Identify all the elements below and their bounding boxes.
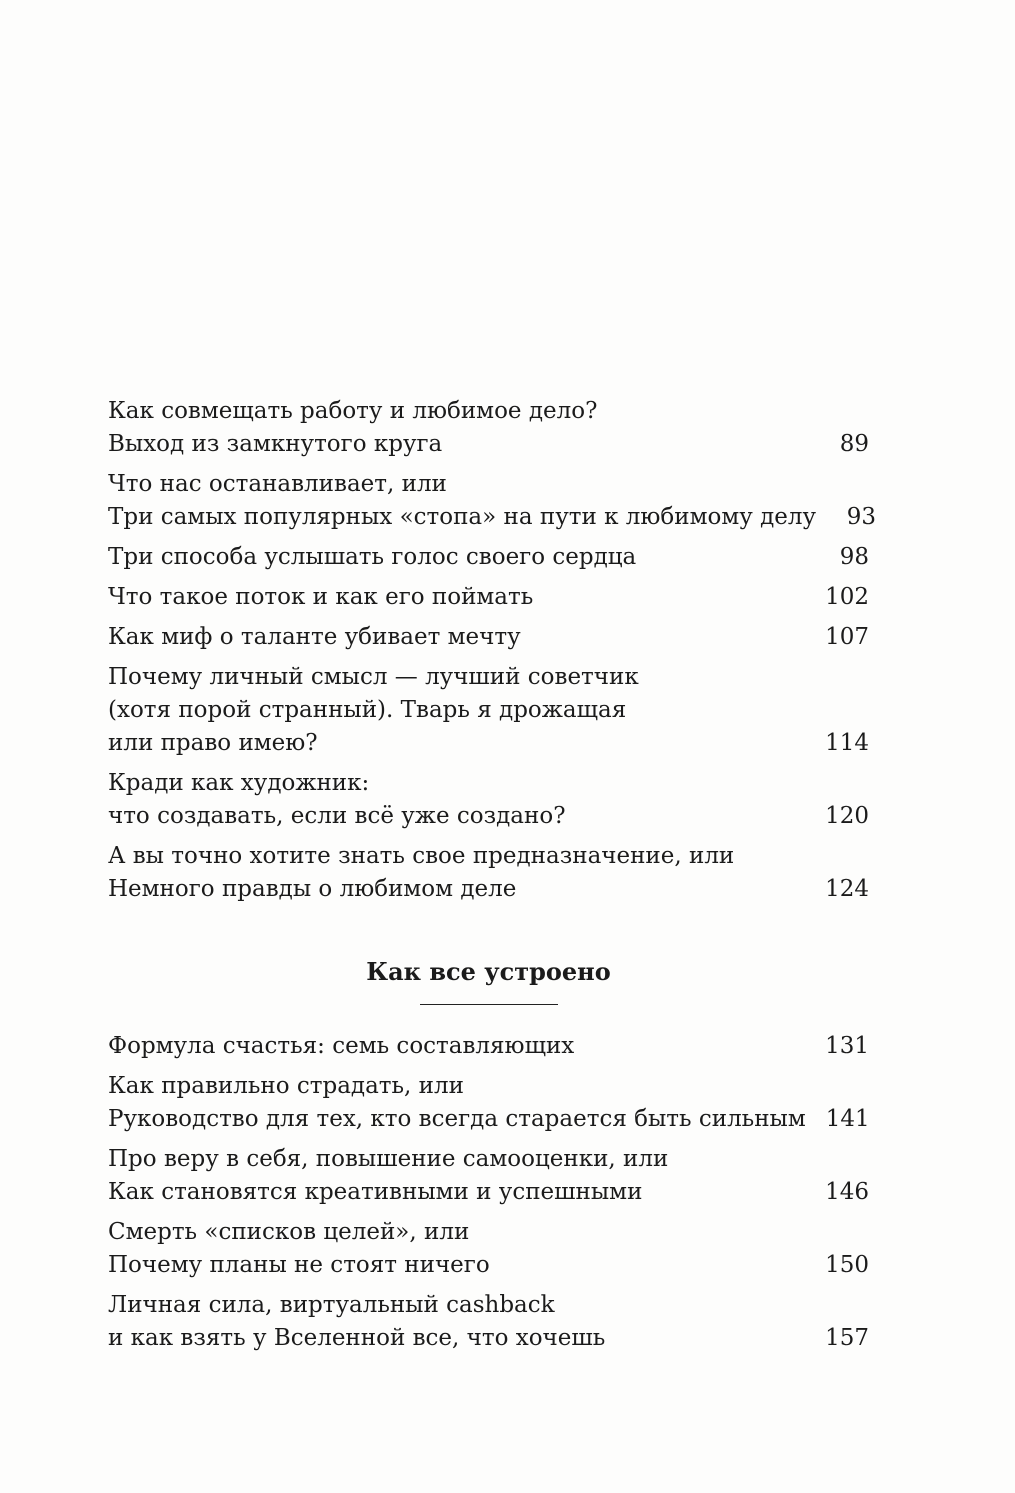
toc-page-number: 89 [839, 431, 869, 457]
toc-entry-title [108, 621, 825, 654]
toc-entry-line: Кради как художник: [108, 770, 370, 796]
toc-entry-line: Почему личный смысл — лучший советчик [108, 664, 639, 690]
toc-page-number: 107 [825, 624, 869, 650]
toc-entry-line: или право имею? [108, 730, 318, 756]
toc-entry-line: Что такое поток и как его поймать [108, 584, 534, 610]
toc-page-number: 124 [825, 876, 869, 902]
toc-page-number: 141 [825, 1106, 870, 1132]
toc-entry [108, 581, 869, 614]
toc-entry-title [108, 468, 836, 534]
toc-entry-line: Три способа услышать голос своего сердца [108, 544, 637, 570]
toc-entry-line: А вы точно хотите знать свое предназначение, или [108, 843, 735, 869]
toc-entry [108, 395, 869, 461]
section-heading: Как все устроено [366, 957, 611, 986]
toc-entry-title [108, 581, 825, 614]
toc-entry-title [108, 1216, 825, 1282]
toc-entry-line: Личная сила, виртуальный cashback [108, 1292, 555, 1318]
toc-entry [108, 767, 869, 833]
toc-entry-line: Смерть «списков целей», или [108, 1219, 470, 1245]
toc-page-number: 150 [825, 1252, 869, 1278]
toc-entry-line: Немного правды о любимом деле [108, 876, 517, 902]
toc-entry-title [108, 1289, 825, 1355]
toc-page-number: 120 [825, 803, 869, 829]
toc-entry-line: Как правильно страдать, или [108, 1073, 464, 1099]
toc-entry [108, 541, 869, 574]
toc-entry-line: Как совмещать работу и любимое дело? [108, 398, 598, 424]
toc-entry [108, 1216, 869, 1282]
toc-entry-line: Формула счастья: семь составляющих [108, 1033, 575, 1059]
toc-entry-line: Выход из замкнутого круга [108, 431, 443, 457]
toc-entry-line: (хотя порой странный). Тварь я дрожащая [108, 697, 627, 723]
toc-entry-line: Руководство для тех, кто всегда старается быть сильным [108, 1106, 806, 1132]
toc-entry [108, 1143, 869, 1209]
toc-page-number: 114 [825, 730, 869, 756]
toc-page-number: 146 [825, 1179, 869, 1205]
toc-page-number: 131 [825, 1033, 869, 1059]
toc-page-number: 102 [825, 584, 869, 610]
toc-entry [108, 661, 869, 760]
toc-entry-title [108, 661, 825, 760]
toc-page-number: 157 [825, 1325, 869, 1351]
toc-entry-line: и как взять у Вселенной все, что хочешь [108, 1325, 606, 1351]
toc-entry-title [108, 395, 829, 461]
toc-entry-line: Почему планы не стоят ничего [108, 1252, 490, 1278]
toc-entry [108, 1289, 869, 1355]
toc-entry [108, 1070, 869, 1136]
toc-page-number: 93 [846, 504, 876, 530]
toc-entry-line: Как становятся креативными и успешными [108, 1179, 643, 1205]
toc-entry-title [108, 541, 829, 574]
toc-entry [108, 840, 869, 906]
toc-entry-title [108, 1030, 825, 1063]
toc-entry-title [108, 1070, 826, 1136]
toc-entry-line: Про веру в себя, повышение самооценки, или [108, 1146, 669, 1172]
toc-entry [108, 468, 876, 534]
toc-entry-line: Три самых популярных «стопа» на пути к любимому делу [108, 504, 816, 530]
section-divider [420, 1004, 558, 1005]
toc-entry-title [108, 840, 825, 906]
toc-entry-line: что создавать, если всё уже создано? [108, 803, 566, 829]
toc-page-number: 98 [839, 544, 869, 570]
toc-entry-line: Как миф о таланте убивает мечту [108, 624, 521, 650]
toc-list-part1 [108, 395, 876, 913]
toc-entry [108, 621, 869, 654]
toc-entry-line: Что нас останавливает, или [108, 471, 447, 497]
toc-entry-title [108, 1143, 825, 1209]
toc-entry-title [108, 767, 825, 833]
toc-entry [108, 1030, 869, 1063]
toc-list-part2 [108, 1030, 869, 1362]
